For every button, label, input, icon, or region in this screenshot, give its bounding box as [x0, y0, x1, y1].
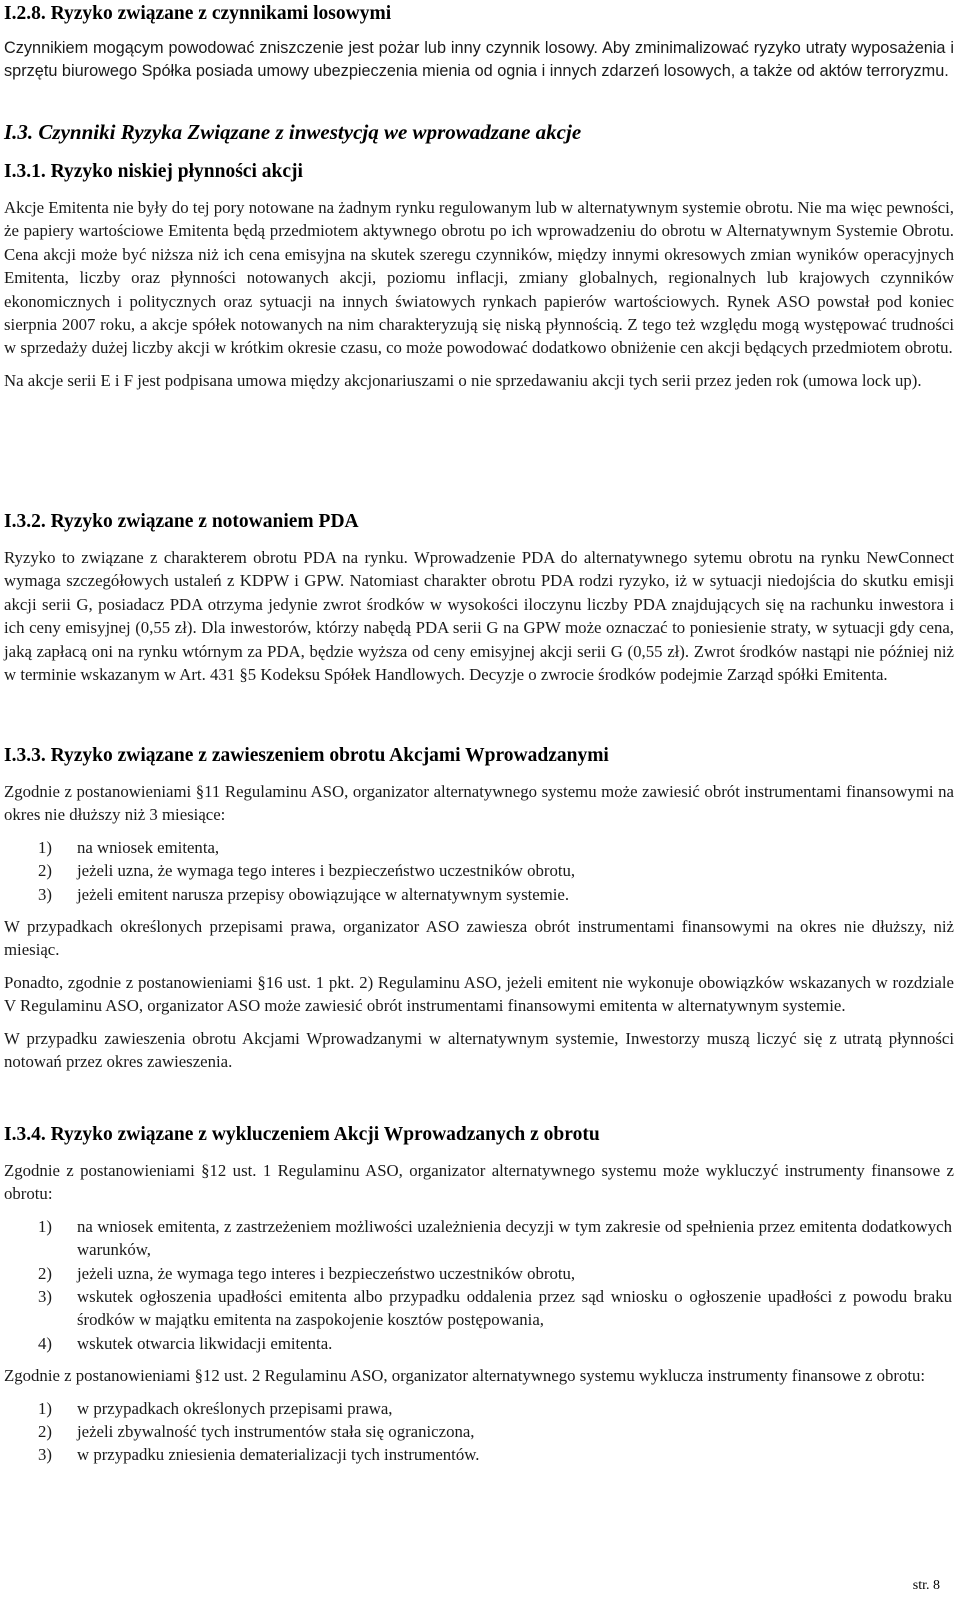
list-number: 2) [38, 1422, 52, 1442]
paragraph: Ryzyko to związane z charakterem obrotu PDA na rynku. Wprowadzenie PDA do alternatywnego sytemu obrotu na rynku NewConnect wymaga szczegółowych ustaleń z KDPW i GPW. Natomiast charakter obrotu PDA rodzi ryzyko, iż w sytuacji niedojścia do skutku emisji akcji serii G, posiadacz PDA otrzyma jedynie zwrot środków w wysokości iloczynu liczby PDA znajdujących się na rachunku inwestora i ich ceny emisyjnej (0,55 zł). Dla inwestorów, którzy nabędą PDA serii G na GPW może oznaczać to poniesienie straty, w sytuacji gdy cena, jaką zapłacą oni na rynku wtórnym za PDA, będzie wyższa od ceny emisyjnej akcji serii G (0,55 zł). Zwrot środków nastąpi nie później niż w terminie wskazanym w Art. 431 §5 Kodeksu Spółek Handlowych. Decyzje o zwrocie środków podejmie Zarząd spółki Emitenta. [4, 548, 954, 685]
paragraph: Ponadto, zgodnie z postanowieniami §16 ust. 1 pkt. 2) Regulaminu ASO, jeżeli emitent nie wykonuje obowiązków wskazanych w rozdziale V Regulaminu ASO, organizator ASO może zawiesić obrót instrumentami finansowymi emitenta w alternatywnym systemie. [4, 972, 954, 1016]
section-heading-1-3-1: I.3.1. Ryzyko niskiej płynności akcji [4, 161, 303, 182]
list-number: 3) [38, 884, 52, 904]
list-item [4, 1215, 952, 1262]
list-number: 1) [38, 1398, 52, 1418]
section-1-3-2-body [4, 546, 954, 686]
list-number: 1) [38, 1216, 52, 1236]
mandatory-exclusion-list [4, 1397, 954, 1467]
list-text: jeżeli uzna, że wymaga tego interes i bezpieczeństwo uczestników obrotu, [77, 861, 576, 881]
paragraph: Na akcje serii E i F jest podpisana umowa między akcjonariuszami o nie sprzedawaniu akcji tych serii przez jeden rok (umowa lock up). [4, 370, 922, 390]
section-1-3-1-body [4, 196, 954, 392]
section-heading-1-3-2: I.3.2. Ryzyko związane z notowaniem PDA [4, 511, 359, 532]
list-number: 2) [38, 861, 52, 881]
list-item [4, 1420, 954, 1443]
list-text: jeżeli uzna, że wymaga tego interes i bezpieczeństwo uczestników obrotu, [77, 1263, 576, 1283]
suspension-reasons-list [4, 836, 954, 906]
list-text: w przypadku zniesienia dematerializacji tych instrumentów. [77, 1445, 480, 1465]
paragraph: Zgodnie z postanowieniami §11 Regulaminu ASO, organizator alternatywnego systemu może zawiesić obrót instrumentami finansowymi na okres nie dłuższy niż 3 miesiące: [4, 782, 954, 825]
paragraph: Akcje Emitenta nie były do tej pory notowane na żadnym rynku regulowanym lub w alternatywnym systemie obrotu. Nie ma więc pewności, że papiery wartościowe Emitenta będą przedmiotem aktywnego obrotu po ich wprowadzeniu do obrotu w Alternatywnym Systemie Obrotu. Cena akcji może być niższa niż ich cena emisyjna na skutek szeregu czynników, między innymi okresowych zmian wyników operacyjnych Emitenta, liczby oraz płynności notowanych akcji, poziomu inflacji, zmiany globalnych, regionalnych lub krajowych czynników ekonomicznych i politycznych oraz sytuacji na innych światowych rynkach papierów wartościowych. Rynek ASO powstał pod koniec sierpnia 2007 roku, a akcje spółek notowanych na nim charakteryzują się niską płynnością. Z tego też względu mogą występować trudności w sprzedaży dużej liczby akcji w krótkim okresie czasu, co może powodować dodatkowo obniżenie cen akcji będących przedmiotem obrotu. [4, 198, 954, 358]
list-text: wskutek otwarcia likwidacji emitenta. [77, 1333, 333, 1353]
list-item [4, 883, 954, 906]
section-heading-1-3-4: I.3.4. Ryzyko związane z wykluczeniem Akcji Wprowadzanych z obrotu [4, 1124, 600, 1145]
list-text: wskutek ogłoszenia upadłości emitenta albo przypadku oddalenia przez sąd wniosku o ogłoszenie upadłości z powodu braku środków w majątku emitenta na zaspokojenie kosztów postępowania, [77, 1287, 952, 1330]
section-1-3-4-body [4, 1159, 954, 1467]
paragraph: Zgodnie z postanowieniami §12 ust. 1 Regulaminu ASO, organizator alternatywnego systemu może wykluczyć instrumenty finansowe z obrotu: [4, 1161, 954, 1204]
list-number: 4) [38, 1333, 52, 1353]
paragraph: W przypadku zawieszenia obrotu Akcjami Wprowadzanymi w alternatywnym systemie, Inwestorzy muszą liczyć się z utratą płynności notowań przez okres zawieszenia. [4, 1028, 954, 1072]
list-text: na wniosek emitenta, z zastrzeżeniem możliwości uzależnienia decyzji w tym zakresie od spełnienia przez emitenta dodatkowych warunków, [77, 1216, 952, 1260]
section-heading-1-2-8: I.2.8. Ryzyko związane z czynnikami losowymi [4, 3, 392, 24]
list-number: 3) [38, 1445, 52, 1465]
list-item [4, 836, 954, 859]
list-text: w przypadkach określonych przepisami prawa, [77, 1398, 393, 1418]
list-item [4, 1262, 952, 1285]
list-text: na wniosek emitenta, [77, 837, 220, 857]
list-number: 3) [38, 1287, 52, 1307]
section-1-3-3-body [4, 780, 954, 1073]
section-1-2-8-body [4, 37, 954, 84]
paragraph: Czynnikiem mogącym powodować zniszczenie jest pożar lub inny czynnik losowy. Aby zminimalizować ryzyko utraty wyposażenia i sprzętu biurowego Spółka posiada umowy ubezpieczenia mienia od ognia i innych zdarzeń losowych, a także od aktów terroryzmu. [4, 39, 954, 81]
paragraph: Zgodnie z postanowieniami §12 ust. 2 Regulaminu ASO, organizator alternatywnego systemu wyklucza instrumenty finansowe z obrotu: [4, 1366, 926, 1386]
list-item [4, 1285, 952, 1332]
list-item [4, 1443, 954, 1466]
paragraph: W przypadkach określonych przepisami prawa, organizator ASO zawiesza obrót instrumentami finansowymi na okres nie dłuższy, niż miesiąc. [4, 917, 954, 960]
list-text: jeżeli zbywalność tych instrumentów stała się ograniczona, [77, 1422, 475, 1442]
list-text: jeżeli emitent narusza przepisy obowiązujące w alternatywnym systemie. [77, 884, 570, 904]
exclusion-reasons-list [4, 1215, 954, 1355]
list-number: 1) [38, 837, 52, 857]
section-heading-1-3: I.3. Czynniki Ryzyka Związane z inwestycją we wprowadzane akcje [4, 120, 582, 144]
list-item [4, 1397, 954, 1420]
section-heading-1-3-3: I.3.3. Ryzyko związane z zawieszeniem obrotu Akcjami Wprowadzanymi [4, 745, 609, 766]
page-number: str. 8 [912, 1578, 940, 1593]
list-item [4, 1332, 952, 1355]
list-item [4, 859, 954, 882]
list-number: 2) [38, 1263, 52, 1283]
